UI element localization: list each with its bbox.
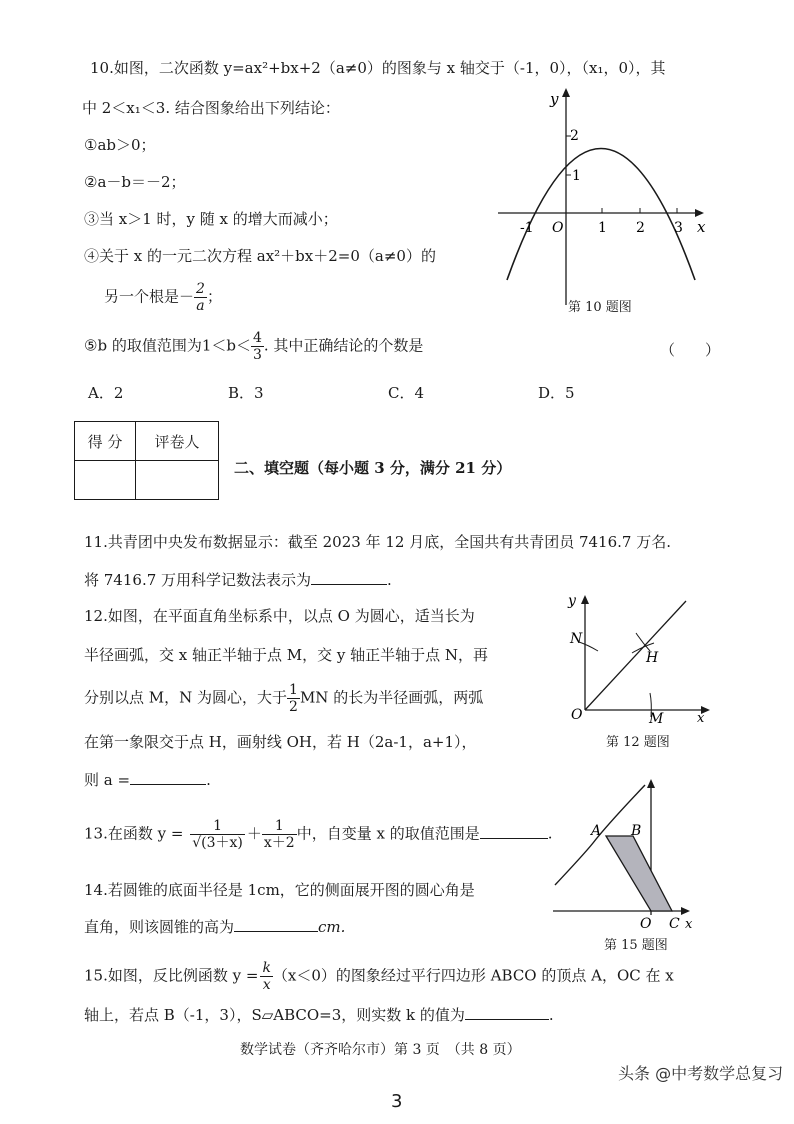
fig10-tick-label-x1: 1 — [598, 220, 607, 236]
fig12-x-label: x — [697, 711, 705, 725]
q12-line4: 在第一象限交于点 H，画射线 OH，若 H（2a-1，a+1）， — [84, 733, 477, 751]
fig10-tick-label-y1: 1 — [572, 168, 581, 184]
q11-line1: 11.共青团中央发布数据显示：截至 2023 年 12 月底，全国共有共青团员 7416.7 万名. — [84, 533, 671, 551]
q12-line2: 半径画弧，交 x 轴正半轴于点 M，交 y 轴正半轴于点 N，再 — [84, 646, 489, 664]
score-header: 得 分 — [75, 422, 136, 461]
q10-option-d: D．5 — [538, 384, 575, 402]
q10-parabola-figure — [490, 80, 720, 320]
fig12-y-label: y — [568, 593, 576, 609]
y-axis-arrow — [581, 595, 589, 604]
parallelogram-abco — [606, 836, 672, 911]
q10-option-c: C．4 — [388, 384, 425, 402]
fig10-x-label: x — [697, 218, 706, 236]
fig15-a-label: A — [591, 823, 602, 839]
q12-figure-caption: 第 12 题图 — [606, 735, 670, 750]
score-box — [74, 421, 219, 500]
fig10-tick-label-xm1: -1 — [520, 220, 534, 236]
fig12-m-label: M — [649, 711, 664, 725]
q10-figure-caption: 第 10 题图 — [568, 300, 632, 315]
x-axis-arrow — [681, 907, 690, 915]
q12-line5: 则 a = . — [84, 771, 211, 789]
q10-conclusion-5: ⑤b 的取值范围为1＜b＜ $\frac{4}{3}$ . 其中正确结论的个数是 — [84, 330, 424, 363]
reviewer-header: 评卷人 — [136, 422, 219, 461]
q10-conclusion-4-root: 另一个根是－ $\frac{2}{a}$ ； — [104, 281, 222, 314]
q10-conclusion-1: ①ab＞0； — [84, 136, 156, 154]
q12-angle-bisector-figure — [560, 585, 720, 725]
fig12-origin-label: O — [571, 707, 583, 723]
q14-line2: 直角，则该圆锥的高为 cm. — [84, 918, 346, 936]
page-footer: 数学试卷（齐齐哈尔市）第 3 页 （共 8 页） — [240, 1042, 521, 1058]
y-axis-arrow — [647, 779, 655, 788]
q14-line1: 14.若圆锥的底面半径是 1cm，它的侧面展开图的圆心角是 — [84, 881, 475, 899]
x-axis-arrow — [695, 209, 704, 217]
fig10-tick-label-x2: 2 — [636, 220, 645, 236]
ray-oh — [585, 601, 686, 710]
q11-answer-blank — [311, 570, 387, 585]
q15-line1: 15.如图，反比例函数 y = $\frac{k}{x}$ （x＜0）的图象经过平行四边形 ABCO 的顶点 A，OC 在 x — [84, 960, 674, 993]
q13-line: 13.在函数 y = $\frac{1}{√(3+x)}$ ＋ $\frac{1}{x+2}$ 中，自变量 x 的取值范围是 . — [84, 818, 553, 851]
q10-stem-line2: 中 2＜x₁＜3. 结合图象给出下列结论： — [82, 99, 340, 117]
q12-answer-blank — [130, 770, 206, 785]
parabola-curve — [507, 149, 695, 281]
fig15-c-label: C — [669, 916, 680, 932]
q10-conclusion-3: ③当 x＞1 时，y 随 x 的增大而减小； — [84, 210, 338, 228]
fig10-origin-label: O — [552, 220, 564, 236]
watermark: 头条 @中考数学总复习 — [618, 1064, 784, 1083]
q15-answer-blank — [465, 1005, 549, 1020]
fig12-h-label: H — [646, 650, 659, 666]
q10-option-a: A．2 — [88, 384, 124, 402]
page-number: 3 — [391, 1091, 403, 1112]
fig15-x-label: x — [685, 917, 693, 932]
q10-conclusion-4: ④关于 x 的一元二次方程 ax²＋bx＋2=0（a≠0）的 — [84, 247, 436, 265]
fig10-tick-label-x3: 3 — [674, 220, 683, 236]
reviewer-cell — [136, 461, 219, 500]
y-axis-arrow — [562, 88, 570, 97]
section-2-title: 二、填空题（每小题 3 分，满分 21 分） — [234, 459, 512, 477]
q11-line2: 将 7416.7 万用科学记数法表示为 . — [84, 571, 392, 589]
fig15-b-label: B — [631, 823, 642, 839]
fig10-tick-label-y2: 2 — [570, 128, 579, 144]
q12-line1: 12.如图，在平面直角坐标系中，以点 O 为圆心，适当长为 — [84, 607, 475, 625]
q10-answer-paren: （ ） — [660, 341, 721, 359]
q15-line2: 轴上，若点 B（-1，3），S▱ABCO=3，则实数 k 的值为 . — [84, 1006, 554, 1024]
q12-line3: 分别以点 M，N 为圆心，大于 $\frac{1}{2}$ MN 的长为半径画弧，两弧 — [84, 682, 484, 715]
fig12-n-label: N — [570, 631, 583, 647]
q15-figure-caption: 第 15 题图 — [604, 938, 668, 953]
q10-conclusion-2: ②a－b＝－2； — [84, 173, 186, 191]
q13-answer-blank — [480, 824, 548, 839]
q15-parallelogram-figure — [545, 775, 715, 935]
q14-answer-blank — [234, 917, 318, 932]
score-cell — [75, 461, 136, 500]
fig15-origin-label: O — [640, 916, 652, 932]
q10-option-b: B．3 — [228, 384, 264, 402]
fig10-y-label: y — [550, 90, 559, 108]
q10-stem-line1: 10.如图，二次函数 y=ax²+bx+2（a≠0）的图象与 x 轴交于（-1，0），（x₁，0），其 — [90, 59, 666, 77]
